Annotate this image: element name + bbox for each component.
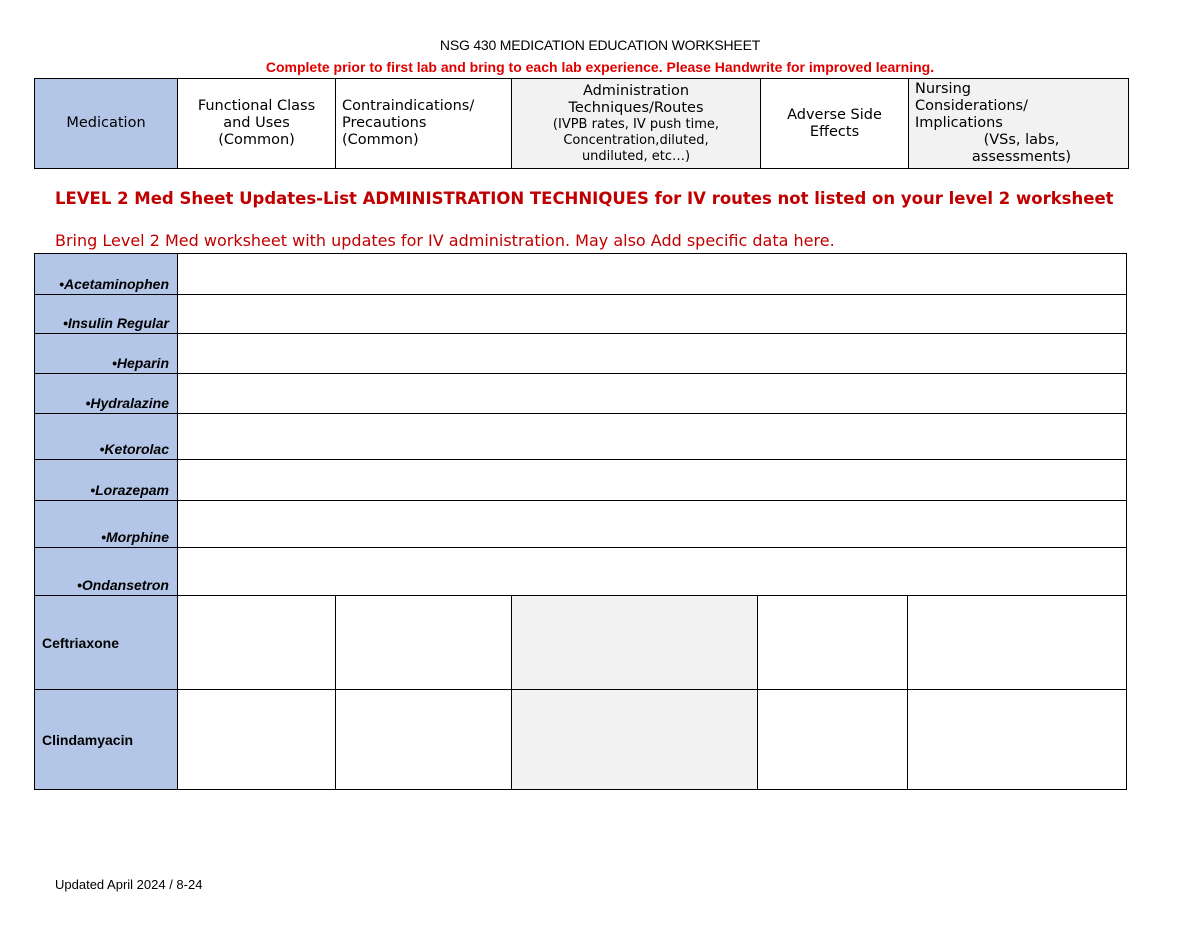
ceftriaxone-contraindications-cell[interactable]: [336, 596, 512, 690]
med-entry-ketorolac[interactable]: [178, 414, 1127, 460]
clindamyacin-administration-cell[interactable]: [512, 690, 758, 790]
med-entry-ondansetron[interactable]: [178, 548, 1127, 596]
header-adverse-effects: [761, 79, 909, 169]
level2-heading: LEVEL 2 Med Sheet Updates-List ADMINISTRATION TECHNIQUES for IV routes not listed on your level 2 worksheet: [55, 189, 1114, 208]
header-adverse-line-2: Effects: [809, 123, 860, 140]
header-contra-line-3: (Common): [342, 132, 419, 148]
footer-updated: Updated April 2024 / 8-24: [55, 877, 203, 892]
page-subtitle: Complete prior to first lab and bring to each lab experience. Please Handwrite for improved learning.: [265, 59, 935, 75]
header-nursing-detail-2: assessments): [971, 149, 1072, 165]
med-label-ketorolac: •Ketorolac: [35, 414, 178, 460]
header-contraindications: [336, 79, 512, 169]
table-row: [35, 254, 1127, 295]
ceftriaxone-administration-cell[interactable]: [512, 596, 758, 690]
table-row: [35, 596, 1127, 690]
header-functional-class: [178, 79, 336, 169]
clindamyacin-adverse-cell[interactable]: [758, 690, 908, 790]
header-functional-line-3: (Common): [218, 132, 295, 148]
table-row: [35, 460, 1127, 501]
table-row: [35, 548, 1127, 596]
table-row: [35, 501, 1127, 548]
level2-instructions: Bring Level 2 Med worksheet with updates for IV administration. May also Add specific data here.: [55, 231, 835, 250]
header-adverse-line-1: Adverse Side: [787, 106, 882, 123]
header-nursing-line-1: Nursing: [915, 81, 971, 97]
med-label-insulin-regular: •Insulin Regular: [35, 295, 178, 334]
med-entry-lorazepam[interactable]: [178, 460, 1127, 501]
med-label-lorazepam: •Lorazepam: [35, 460, 178, 501]
header-nursing-line-3: Implications: [915, 115, 1003, 131]
header-nursing-line-2: Considerations/: [915, 98, 1028, 114]
header-administration: [512, 79, 761, 169]
clindamyacin-contraindications-cell[interactable]: [336, 690, 512, 790]
ceftriaxone-nursing-cell[interactable]: [908, 596, 1127, 690]
ceftriaxone-functional-cell[interactable]: [178, 596, 336, 690]
header-nursing: [909, 79, 1129, 169]
table-row: [35, 334, 1127, 374]
med-label-ceftriaxone: Ceftriaxone: [35, 596, 178, 690]
header-contra-line-1: Contraindications/: [342, 98, 475, 114]
header-admin-line-2: Techniques/Routes: [568, 99, 704, 116]
med-entry-heparin[interactable]: [178, 334, 1127, 374]
header-table: [34, 78, 1129, 169]
header-nursing-detail-1: (VSs, labs,: [983, 132, 1060, 148]
table-row: [35, 414, 1127, 460]
ceftriaxone-adverse-cell[interactable]: [758, 596, 908, 690]
med-entry-insulin-regular[interactable]: [178, 295, 1127, 334]
clindamyacin-nursing-cell[interactable]: [908, 690, 1127, 790]
header-admin-line-1: Administration: [582, 82, 690, 99]
medication-table: [34, 253, 1127, 790]
table-row: [35, 690, 1127, 790]
header-functional-line-2: and Uses: [223, 115, 290, 131]
header-contra-line-2: Precautions: [342, 115, 427, 131]
med-label-heparin: •Heparin: [35, 334, 178, 374]
med-entry-acetaminophen[interactable]: [178, 254, 1127, 295]
med-label-hydralazine: •Hydralazine: [35, 374, 178, 414]
table-row: [35, 295, 1127, 334]
med-entry-morphine[interactable]: [178, 501, 1127, 548]
header-functional-line-1: Functional Class: [197, 98, 316, 114]
header-admin-detail-1: (IVPB rates, IV push time,: [552, 116, 720, 132]
page-title: NSG 430 MEDICATION EDUCATION WORKSHEET: [439, 37, 761, 53]
med-label-ondansetron: •Ondansetron: [35, 548, 178, 596]
med-label-acetaminophen: •Acetaminophen: [35, 254, 178, 295]
header-medication: Medication: [35, 79, 178, 169]
clindamyacin-functional-cell[interactable]: [178, 690, 336, 790]
table-row: [35, 374, 1127, 414]
med-entry-hydralazine[interactable]: [178, 374, 1127, 414]
med-label-morphine: •Morphine: [35, 501, 178, 548]
med-label-clindamyacin: Clindamyacin: [35, 690, 178, 790]
header-admin-detail-2: Concentration,diluted,: [563, 132, 709, 148]
header-admin-detail-3: undiluted, etc…): [581, 148, 691, 164]
